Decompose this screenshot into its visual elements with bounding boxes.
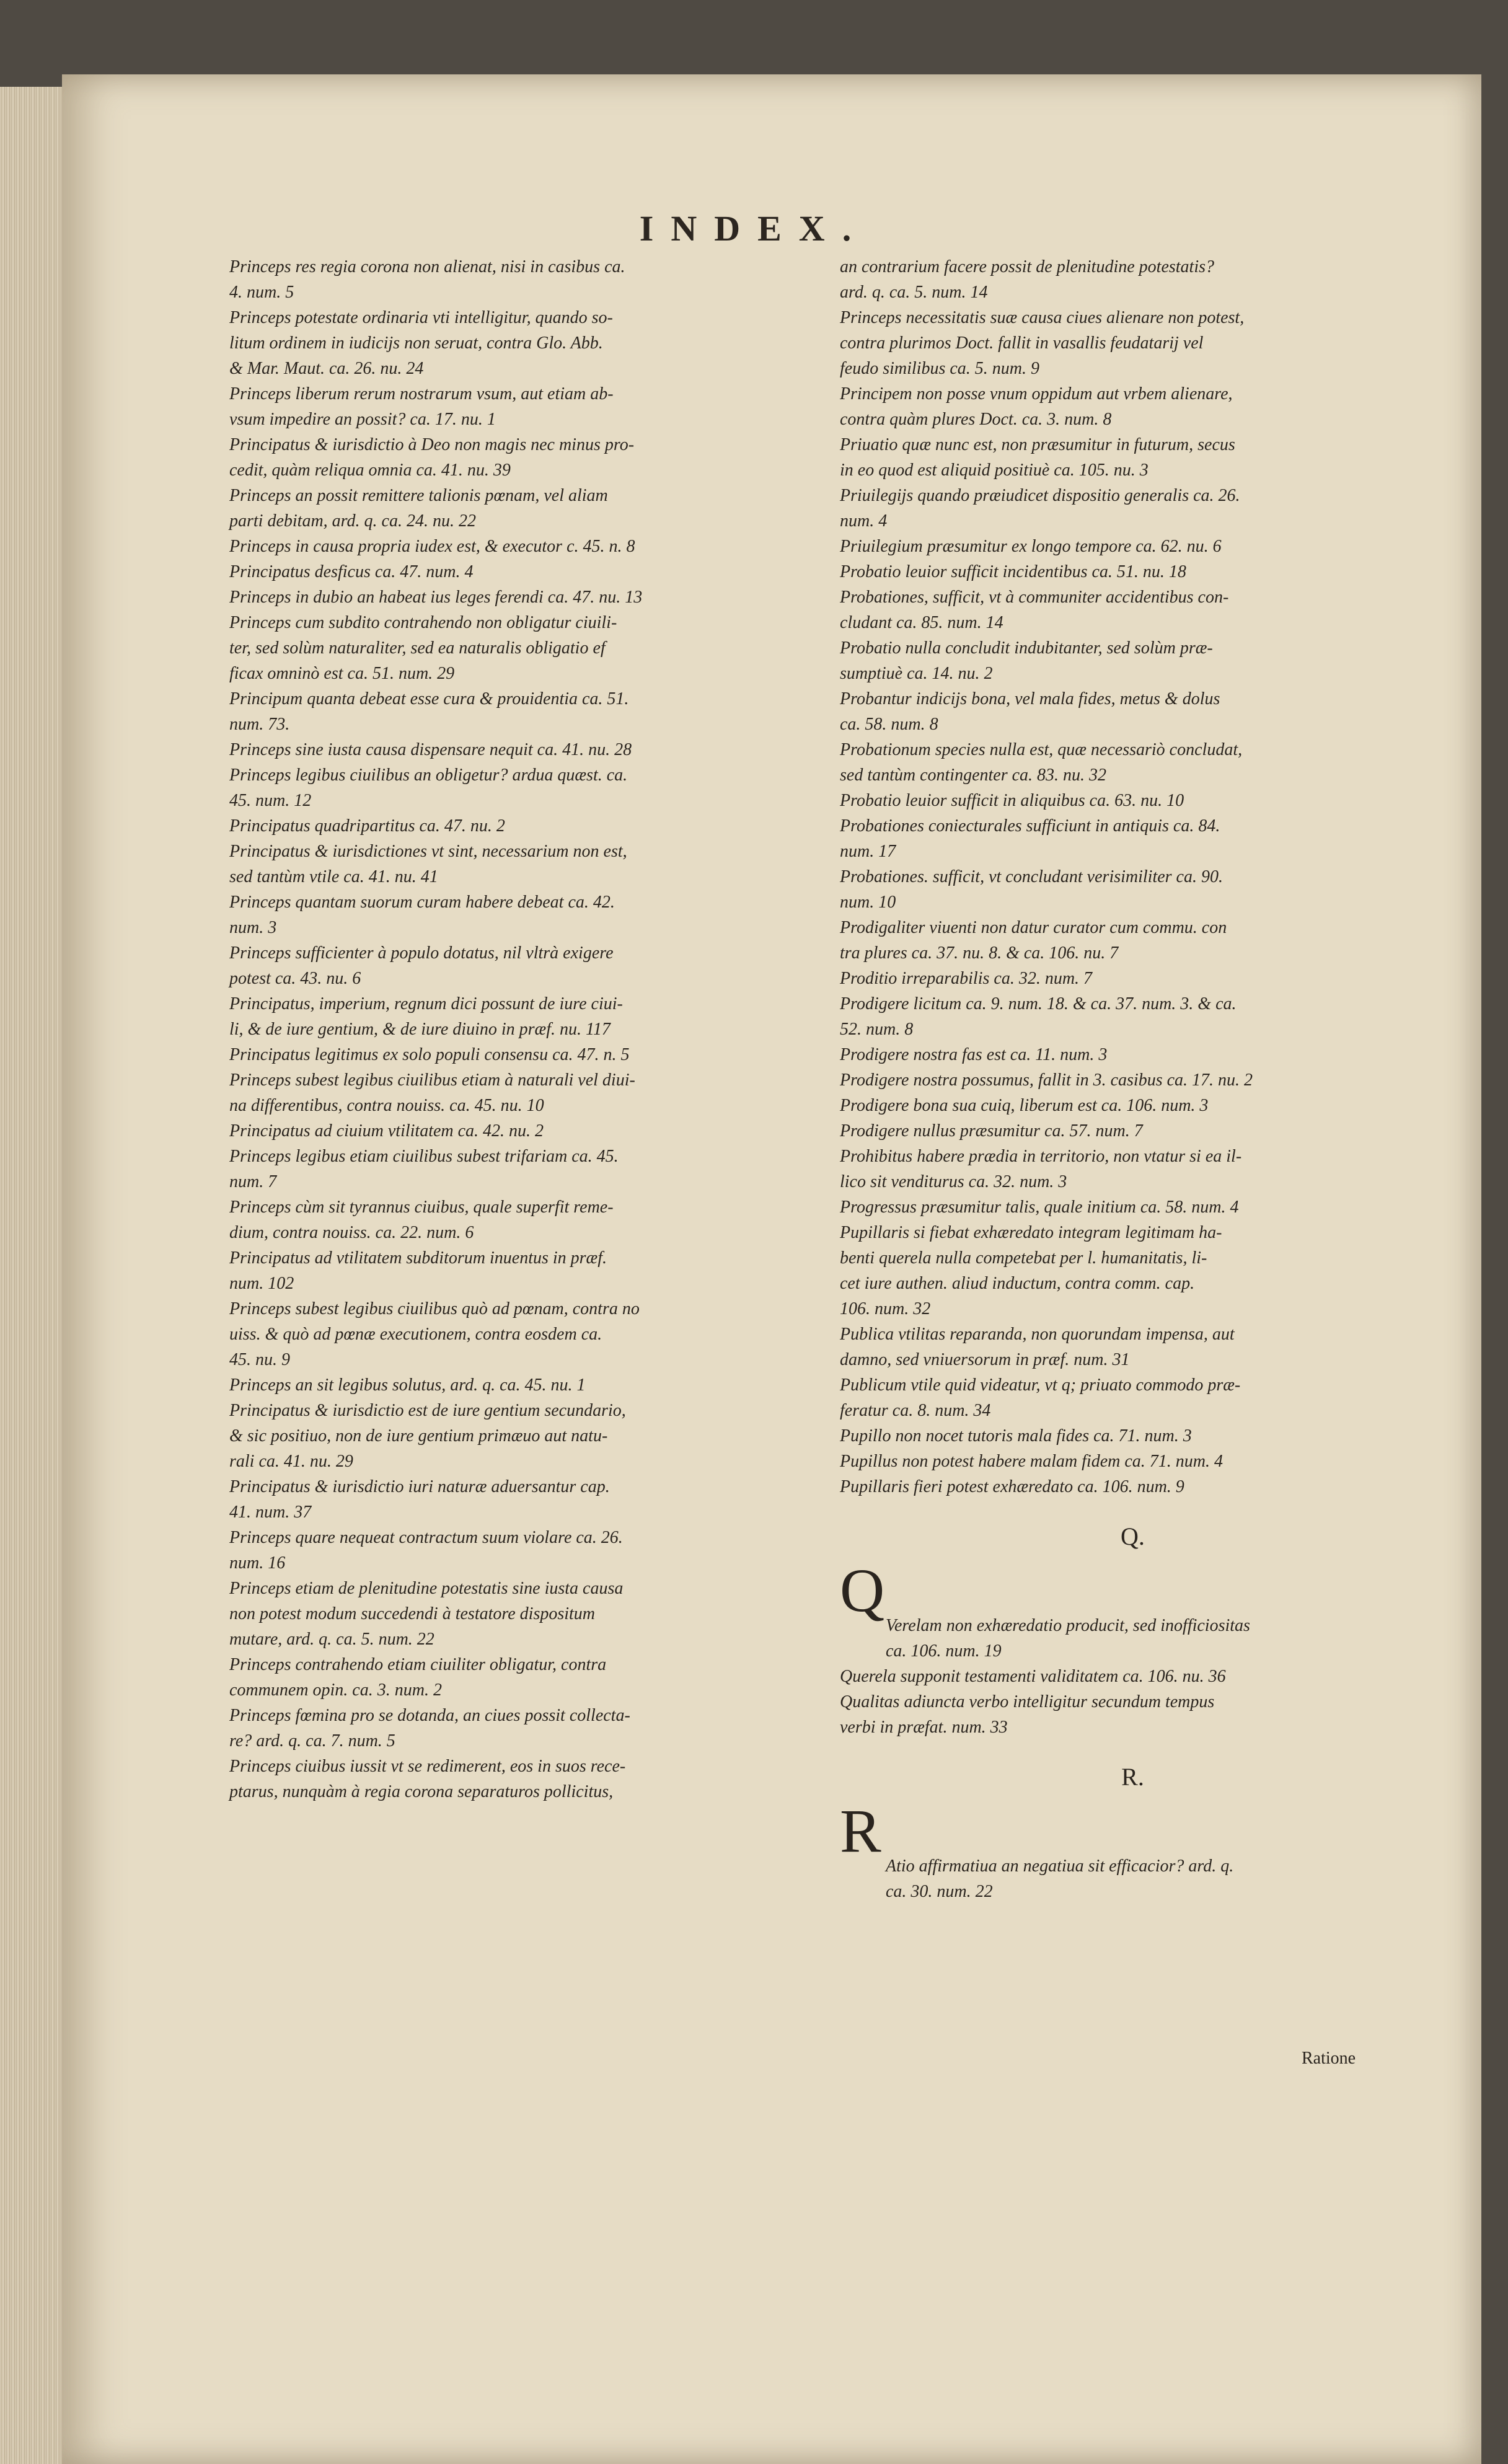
index-entry: Princeps sine iusta causa dispensare nequit ca. 41. nu. 28	[229, 740, 632, 759]
index-entry: Principatus ad ciuium vtilitatem ca. 42. nu. 2	[229, 1121, 544, 1141]
index-entry: Princeps res regia corona non alienat, nisi in casibus ca. 4. num. 5	[229, 257, 625, 302]
index-entry-text: Atio affirmatiua an negatiua sit efficacior? ard. q. ca. 30. num. 22	[886, 1857, 1234, 1901]
index-entry: Priuilegijs quando præiudicet dispositio generalis ca. 26. num. 4	[840, 486, 1240, 531]
index-entry: Princeps cùm sit tyrannus ciuibus, quale superfit reme- dium, contra nouiss. ca. 22. num. 6	[229, 1198, 614, 1242]
index-entry: Probationes. sufficit, vt concludant verisimiliter ca. 90. num. 10	[840, 867, 1223, 912]
index-entry: Qualitas adiuncta verbo intelligitur secundum tempus verbi in præfat. num. 33	[840, 1692, 1215, 1737]
running-head: INDEX.	[639, 208, 869, 249]
index-entry: Pupillaris fieri potest exhæredato ca. 106. num. 9	[840, 1477, 1184, 1496]
index-entry: Princeps quantam suorum curam habere debeat ca. 42. num. 3	[229, 893, 615, 937]
index-entry: Principatus & iurisdictio à Deo non magis nec minus pro- cedit, quàm reliqua omnia ca. 41. nu. 39	[229, 435, 635, 480]
catchword: Ratione	[1302, 2049, 1356, 2068]
index-entry: Prodigere nullus præsumitur ca. 57. num. 7	[840, 1121, 1143, 1141]
index-entry: Principatus & iurisdictiones vt sint, necessarium non est, sed tantùm vtile ca. 41. nu. 41	[229, 842, 627, 886]
index-column-right	[840, 254, 1426, 1904]
index-entry: Probatio leuior sufficit incidentibus ca. 51. nu. 18	[840, 562, 1186, 581]
index-entry: Prodigere licitum ca. 9. num. 18. & ca. 37. num. 3. & ca. 52. num. 8	[840, 994, 1237, 1039]
index-entry-q-initial	[840, 1556, 1426, 1664]
index-entry: Principatus & iurisdictio iuri naturæ aduersantur cap. 41. num. 37	[229, 1477, 610, 1522]
index-entry: Priuilegium præsumitur ex longo tempore ca. 62. nu. 6	[840, 537, 1222, 556]
index-entry: Pupillaris si fiebat exhæredato integram legitimam ha- benti querela nulla competebat per l. humanitatis, li- cet iure authen. aliud inductum, contra comm. cap. 106. num. 32	[840, 1223, 1222, 1318]
index-entry: Pupillus non potest habere malam fidem ca. 71. num. 4	[840, 1452, 1224, 1471]
index-entry: Priuatio quæ nunc est, non præsumitur in futurum, secus in eo quod est aliquid positiuè ca. 105. nu. 3	[840, 435, 1235, 480]
section-heading-q: Q.	[1121, 1522, 1145, 1550]
index-entry-r-initial	[840, 1796, 1426, 1904]
index-entry: Progressus præsumitur talis, quale initium ca. 58. num. 4	[840, 1198, 1239, 1217]
index-entry: Proditio irreparabilis ca. 32. num. 7	[840, 969, 1093, 988]
index-column-left	[229, 254, 824, 1804]
index-entry: Publicum vtile quid videatur, vt q; priuato commodo præ- feratur ca. 8. num. 34	[840, 1376, 1241, 1420]
index-entry: Princeps subest legibus ciuilibus etiam à naturali vel diui- na differentibus, contra nouiss. ca. 45. nu. 10	[229, 1071, 635, 1115]
index-entry: Principatus & iurisdictio est de iure gentium secundario, & sic positiuo, non de iure gentium primæuo aut natu- rali ca. 41. nu. 29	[229, 1401, 626, 1471]
index-entry: Pupillo non nocet tutoris mala fides ca. 71. num. 3	[840, 1426, 1192, 1446]
index-entry: Princeps legibus etiam ciuilibus subest trifariam ca. 45. num. 7	[229, 1147, 619, 1191]
index-entry: Princeps etiam de plenitudine potestatis sine iusta causa non potest modum succedendi à testatore dispositum mutare, ard. q. ca. 5. num. 22	[229, 1579, 624, 1649]
index-entry: an contrarium facere possit de plenitudine potestatis? ard. q. ca. 5. num. 14	[840, 257, 1215, 302]
index-entry: Princeps an possit remittere talionis pœnam, vel aliam parti debitam, ard. q. ca. 24. nu. 22	[229, 486, 608, 531]
index-entry: Principem non posse vnum oppidum aut vrbem alienare, contra quàm plures Doct. ca. 3. num. 8	[840, 384, 1233, 429]
index-entry: Principatus ad vtilitatem subditorum inuentus in præf. num. 102	[229, 1248, 607, 1293]
index-entry: Probatio nulla concludit indubitanter, sed solùm præ- sumptiuè ca. 14. nu. 2	[840, 638, 1213, 683]
index-entry: Principatus legitimus ex solo populi consensu ca. 47. n. 5	[229, 1045, 630, 1064]
index-entry: Prodigere nostra possumus, fallit in 3. casibus ca. 17. nu. 2	[840, 1071, 1253, 1090]
index-entry: Princeps in dubio an habeat ius leges ferendi ca. 47. nu. 13	[229, 588, 643, 607]
index-entry: Princeps liberum rerum nostrarum vsum, aut etiam ab- vsum impedire an possit? ca. 17. nu. 1	[229, 384, 614, 429]
index-entry: Princeps sufficienter à populo dotatus, nil vltrà exigere potest ca. 43. nu. 6	[229, 943, 614, 988]
index-entry: Principatus quadripartitus ca. 47. nu. 2	[229, 816, 505, 836]
index-entry: Publica vtilitas reparanda, non quorundam impensa, aut damno, sed vniuersorum in præf. num. 31	[840, 1325, 1235, 1369]
index-entry: Princeps potestate ordinaria vti intelligitur, quando so- litum ordinem in iudicijs non seruat, contra Glo. Abb. & Mar. Maut. ca. 26. nu. 24	[229, 308, 613, 378]
index-entry: Prodigaliter viuenti non datur curator cum commu. con tra plures ca. 37. nu. 8. & ca. 106. nu. 7	[840, 918, 1227, 963]
section-heading-r: R.	[1121, 1763, 1144, 1791]
index-entry: Princeps an sit legibus solutus, ard. q. ca. 45. nu. 1	[229, 1376, 586, 1395]
index-entry: Princeps quare nequeat contractum suum violare ca. 26. num. 16	[229, 1528, 623, 1573]
index-entry: Prohibitus habere prædia in territorio, non vtatur si ea il- lico sit venditurus ca. 32. num. 3	[840, 1147, 1242, 1191]
index-entry: Probantur indicijs bona, vel mala fides, metus & dolus ca. 58. num. 8	[840, 689, 1220, 734]
index-entry: Probationum species nulla est, quæ necessariò concludat, sed tantùm contingenter ca. 83. nu. 32	[840, 740, 1243, 785]
index-entry: Princeps fœmina pro se dotanda, an ciues possit collecta- re? ard. q. ca. 7. num. 5	[229, 1706, 630, 1751]
index-entry: Princeps subest legibus ciuilibus quò ad pœnam, contra no uiss. & quò ad pœnæ executionem, contra eosdem ca. 45. nu. 9	[229, 1299, 640, 1369]
index-entry: Probatio leuior sufficit in aliquibus ca. 63. nu. 10	[840, 791, 1184, 810]
index-entry: Principatus, imperium, regnum dici possunt de iure ciui- li, & de iure gentium, & de iure diuino in præf. nu. 117	[229, 994, 623, 1039]
index-entry: Princeps ciuibus iussit vt se redimerent, eos in suos rece- ptarus, nunquàm à regia corona separaturos pollicitus,	[229, 1757, 626, 1801]
index-entry: Princeps necessitatis suæ causa ciues alienare non potest, contra plurimos Doct. fallit in vasallis feudatarij vel feudo similibus ca. 5. num. 9	[840, 308, 1245, 378]
index-entry: Princeps contrahendo etiam ciuiliter obligatur, contra communem opin. ca. 3. num. 2	[229, 1655, 607, 1700]
dropcap-r: R	[840, 1796, 881, 1865]
index-entry: Prodigere nostra fas est ca. 11. num. 3	[840, 1045, 1108, 1064]
index-entry: Probationes coniecturales sufficiunt in antiquis ca. 84. num. 17	[840, 816, 1220, 861]
index-entry: Querela supponit testamenti validitatem ca. 106. nu. 36	[840, 1667, 1226, 1686]
index-entry: Probationes, sufficit, vt à communiter accidentibus con- cludant ca. 85. num. 14	[840, 588, 1229, 632]
dropcap-q: Q	[840, 1556, 885, 1625]
index-entry: Prodigere bona sua cuiq, liberum est ca. 106. num. 3	[840, 1096, 1209, 1115]
index-entry: Princeps in causa propria iudex est, & executor c. 45. n. 8	[229, 537, 635, 556]
index-entry: Principum quanta debeat esse cura & prouidentia ca. 51. num. 73.	[229, 689, 629, 734]
index-entry: Principatus desficus ca. 47. num. 4	[229, 562, 474, 581]
index-entry: Princeps legibus ciuilibus an obligetur? ardua quæst. ca. 45. num. 12	[229, 766, 628, 810]
index-entries-p	[840, 254, 1426, 1499]
index-entry: Princeps cum subdito contrahendo non obligatur ciuili- ter, sed solùm naturaliter, sed ea naturalis obligatio ef ficax omninò est ca. 51. num. 29	[229, 613, 617, 683]
index-entry-text: Verelam non exhæredatio producit, sed inofficiositas ca. 106. num. 19	[886, 1616, 1250, 1661]
